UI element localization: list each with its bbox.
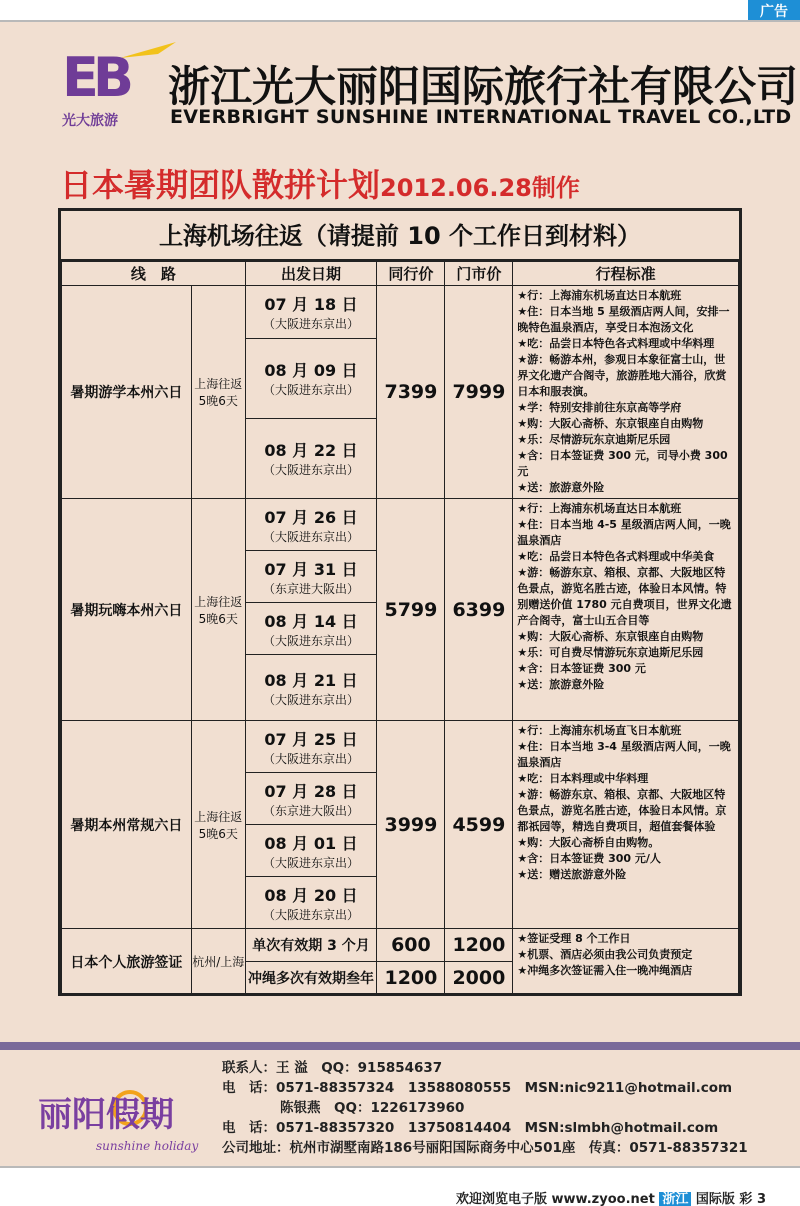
date-note: （大阪进东京出） — [263, 907, 360, 922]
standard-item: ★吃：品尝日本特色各式料理或中华美食 — [517, 550, 715, 563]
standard-item: ★购：大阪心斋桥自由购物。 — [517, 836, 660, 849]
retail-price: 4599 — [445, 721, 513, 929]
contact-line-4: 电 话：0571-88357320 13750814404 MSN:slmbh@hotmail.com — [222, 1120, 719, 1136]
standard-item: ★行：上海浦东机场直达日本航班 — [517, 502, 682, 515]
standard-item: ★乐：尽情游玩东京迪斯尼乐园 — [517, 433, 671, 446]
bottom-region: 浙江 — [659, 1192, 691, 1206]
tour-duration-2: 5晚6天 — [198, 394, 238, 408]
visa-location: 杭州/上海 — [191, 929, 245, 995]
date-value: 08 月 21 日 — [264, 670, 358, 690]
col-header-standard: 行程标准 — [513, 262, 739, 286]
standard-item: ★吃：品尝日本特色各式料理或中华料理 — [517, 337, 715, 350]
date-value: 07 月 28 日 — [264, 781, 358, 801]
col-header-route: 线 路 — [62, 262, 246, 286]
date-value: 08 月 22 日 — [264, 441, 358, 461]
standard-item: ★送：旅游意外险 — [517, 678, 605, 691]
date-note: （大阪进东京出） — [263, 855, 360, 870]
standard-item: ★含：日本签证费 300 元 — [517, 662, 646, 675]
date-note: （大阪进东京出） — [263, 383, 360, 398]
tour-duration — [191, 721, 245, 929]
company-name-cn: 浙江光大丽阳国际旅行社有限公司 — [168, 62, 799, 111]
date-value: 08 月 09 日 — [264, 361, 358, 381]
date-value: 07 月 25 日 — [264, 729, 358, 749]
tour-duration — [191, 286, 245, 499]
date-value: 07 月 26 日 — [264, 507, 358, 527]
visa-retail-price: 2000 — [445, 962, 513, 995]
tour-duration-1: 上海往返 — [194, 377, 243, 391]
visa-option: 单次有效期 3 个月 — [245, 929, 377, 962]
ad-tag: 广告 — [748, 0, 800, 24]
peer-price: 5799 — [377, 499, 445, 721]
tour-standards — [513, 721, 739, 929]
tour-standards — [513, 286, 739, 499]
departure-date — [245, 418, 377, 498]
visa-notes — [513, 929, 739, 995]
visa-name: 日本个人旅游签证 — [62, 929, 192, 995]
footer-band — [0, 1042, 800, 1050]
departure-date — [245, 551, 377, 603]
date-value: 08 月 01 日 — [264, 833, 358, 853]
tour-name: 暑期本州常规六日 — [62, 721, 192, 929]
visa-retail-price: 1200 — [445, 929, 513, 962]
standard-item: ★送：旅游意外险 — [517, 481, 605, 494]
standard-item: ★住：日本当地 5 星级酒店两人间，安排一晚特色温泉酒店，享受日本泡汤文化 — [517, 305, 730, 334]
retail-price: 6399 — [445, 499, 513, 721]
peer-price: 3999 — [377, 721, 445, 929]
date-value: 07 月 18 日 — [264, 294, 358, 314]
date-note: （大阪进东京出） — [263, 529, 360, 544]
holiday-logo — [38, 1078, 228, 1168]
contact-line-1: 联系人：王 溢 QQ：915854637 — [222, 1060, 443, 1076]
table-row — [62, 721, 739, 773]
tour-duration — [191, 499, 245, 721]
standard-item: ★含：日本签证费 300 元/人 — [517, 852, 661, 865]
standard-item: ★游：畅游东京、箱根、京都、大阪地区特色景点，游览名胜古迹，体验日本风情。京都祇园等，精选自费项目，超值套餐体验 — [517, 788, 727, 833]
departure-date — [245, 499, 377, 551]
standard-item: ★行：上海浦东机场直达日本航班 — [517, 289, 682, 302]
table-row — [62, 499, 739, 551]
standard-item: ★游：畅游本州，参观日本象征富士山，世界文化遗产合阁寺，旅游胜地大涌谷，欣赏日本和服表演。 — [517, 353, 727, 398]
logo-letters: EB — [62, 46, 129, 109]
route-title: 上海机场往返（请提前 10 个工作日到材料） — [61, 211, 739, 261]
departure-date — [245, 286, 377, 339]
departure-date — [245, 825, 377, 877]
date-note: （大阪进东京出） — [263, 463, 360, 478]
date-note: （大阪进东京出） — [263, 751, 360, 766]
table-header-row — [62, 262, 739, 286]
departure-date — [245, 338, 377, 418]
standard-item: ★学：特别安排前往东京高等学府 — [517, 401, 682, 414]
standard-item: ★游：畅游东京、箱根、京都、大阪地区特色景点，游览名胜古迹，体验日本风情。特别赠送价值 1780 元自费项目，世界文化遗产合阁寺，富士山五合目等 — [517, 566, 732, 627]
schedule-table — [58, 208, 742, 996]
standard-item: ★购：大阪心斋桥、东京银座自由购物 — [517, 417, 704, 430]
schedule-grid — [61, 261, 739, 995]
date-note: （大阪进东京出） — [263, 316, 360, 331]
table-row — [62, 286, 739, 339]
departure-date — [245, 877, 377, 929]
standard-item: ★住：日本当地 4-5 星级酒店两人间，一晚温泉酒店 — [517, 518, 731, 547]
header — [0, 40, 800, 150]
standard-item: ★乐：可自费尽情游玩东京迪斯尼乐园 — [517, 646, 704, 659]
contact-block — [222, 1058, 748, 1158]
bottom-edition: 国际版 彩 3 — [695, 1192, 766, 1206]
tour-duration-1: 上海往返 — [194, 809, 243, 824]
col-header-retail: 门市价 — [445, 262, 513, 286]
plan-title-text: 日本暑期团队散拼计划 — [60, 166, 381, 204]
standard-item: ★含：日本签证费 300 元，司导小费 300 元 — [517, 449, 728, 478]
date-note: （大阪进东京出） — [263, 692, 360, 707]
date-value: 08 月 20 日 — [264, 885, 358, 905]
plan-title — [60, 160, 760, 206]
visa-row — [62, 929, 739, 962]
col-header-peer: 同行价 — [377, 262, 445, 286]
departure-date — [245, 655, 377, 721]
departure-date — [245, 603, 377, 655]
visa-note: ★冲绳多次签证需入住一晚冲绳酒店 — [517, 964, 693, 977]
visa-peer-price: 600 — [377, 929, 445, 962]
contact-line-5: 公司地址：杭州市湖墅南路186号丽阳国际商务中心501座 传真：0571-88357321 — [222, 1140, 748, 1156]
retail-price: 7999 — [445, 286, 513, 499]
contact-line-3: 陈银燕 QQ：1226173960 — [280, 1100, 465, 1116]
company-logo — [58, 40, 168, 130]
date-note: （大阪进东京出） — [263, 633, 360, 648]
tour-standards — [513, 499, 739, 721]
standard-item: ★购：大阪心斋桥、东京银座自由购物 — [517, 630, 704, 643]
standard-item: ★住：日本当地 3-4 星级酒店两人间，一晚温泉酒店 — [517, 740, 731, 769]
tour-name: 暑期玩嗨本州六日 — [62, 499, 192, 721]
visa-peer-price: 1200 — [377, 962, 445, 995]
date-value: 07 月 31 日 — [264, 559, 358, 579]
tour-duration-2: 5晚6天 — [198, 826, 238, 841]
date-value: 08 月 14 日 — [264, 611, 358, 631]
logo-brand: 光大旅游 — [62, 113, 118, 129]
departure-date — [245, 721, 377, 773]
visa-note: ★签证受理 8 个工作日 — [517, 932, 631, 945]
tour-duration-1: 上海往返 — [194, 594, 243, 609]
visa-option: 冲绳多次有效期叁年 — [245, 962, 377, 995]
holiday-logo-en: sunshine holiday — [96, 1139, 199, 1153]
standard-item: ★行：上海浦东机场直飞日本航班 — [517, 724, 682, 737]
visa-note: ★机票、酒店必须由我公司负责预定 — [517, 948, 693, 961]
tour-name: 暑期游学本州六日 — [62, 286, 192, 499]
standard-item: ★吃：日本料理或中华料理 — [517, 772, 649, 785]
standard-item: ★送：赠送旅游意外险 — [517, 868, 627, 881]
company-name-en: EVERBRIGHT SUNSHINE INTERNATIONAL TRAVEL CO.,LTD — [170, 106, 792, 128]
contact-line-2: 电 话：0571-88357324 13588080555 MSN:nic9211@hotmail.com — [222, 1080, 733, 1096]
date-note: （东京进大阪出） — [263, 581, 360, 596]
bottom-site[interactable]: 欢迎浏览电子版 www.zyoo.net — [456, 1192, 655, 1206]
bottom-text — [456, 1188, 766, 1206]
departure-date — [245, 773, 377, 825]
col-header-date: 出发日期 — [245, 262, 377, 286]
plan-date: 2012.06.28制作 — [380, 174, 580, 202]
date-note: （东京进大阪出） — [263, 803, 360, 818]
peer-price: 7399 — [377, 286, 445, 499]
tour-duration-2: 5晚6天 — [198, 611, 238, 626]
holiday-logo-cn: 丽阳假期 — [38, 1095, 174, 1135]
